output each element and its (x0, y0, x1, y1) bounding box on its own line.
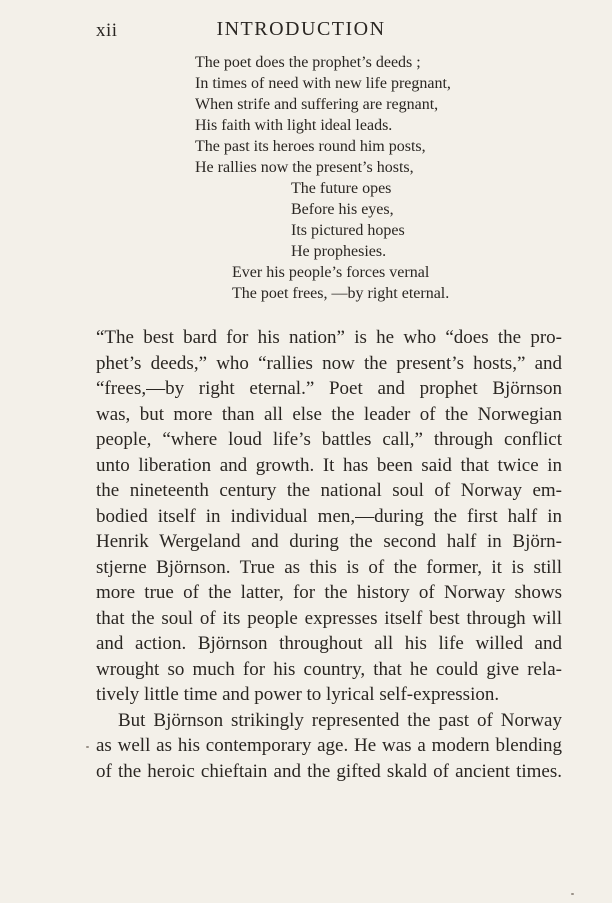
text-line: as well as his contemporary age. He was a modern blending (96, 735, 562, 756)
poem-line: When strife and suffering are regnant, (195, 96, 439, 113)
text-line: “frees,—by right eternal.” Poet and prophet Björnson (96, 378, 562, 399)
text-line: more true of the latter, for the history of Norway shows (96, 582, 562, 603)
paragraph (96, 325, 562, 708)
text-line: bodied itself in individual men,—during the first half in (96, 505, 562, 527)
text-line: was, but more than all else the leader of the Norwegian (96, 403, 562, 425)
text-line: the nineteenth century the national soul of Norway em- (96, 480, 562, 501)
body-text (96, 325, 562, 784)
text-line: But Björnson strikingly represented the past of Norway (118, 709, 562, 731)
poem-line: Before his eyes, (291, 201, 394, 218)
paper-speck (86, 746, 89, 748)
poem-line: The past its heroes round him posts, (195, 138, 426, 155)
text-line: and action. Björnson throughout all his life willed and (96, 633, 562, 654)
poem-line: He prophesies. (291, 243, 387, 260)
text-line: stjerne Björnson. True as this is of the former, it is still (96, 556, 562, 578)
poem-line: The poet frees, —by right eternal. (232, 285, 450, 302)
running-head: INTRODUCTION (216, 18, 386, 40)
text-line: people, “where loud life’s battles call,” through conflict (96, 429, 562, 450)
text-line: wrought so much for his country, that he could give rela- (96, 658, 562, 680)
poem-line: Its pictured hopes (291, 222, 405, 239)
page-number: xii (96, 20, 118, 41)
poem-line: His faith with light ideal leads. (195, 117, 393, 134)
text-line: “The best bard for his nation” is he who “does the pro- (96, 327, 562, 348)
text-line: that the soul of its people expresses itself best through will (96, 607, 562, 629)
text-line: tively little time and power to lyrical self-expression. (96, 684, 500, 705)
poem-line: The future opes (291, 180, 392, 197)
poem-line: Ever his people’s forces vernal (232, 264, 430, 281)
text-line: phet’s deeds,” who “rallies now the present’s hosts,” and (96, 352, 562, 374)
paragraph (96, 708, 562, 785)
poem-line: The poet does the prophet’s deeds ; (195, 54, 421, 71)
page-header (96, 18, 562, 44)
poem-line: In times of need with new life pregnant, (195, 75, 451, 92)
text-line: of the heroic chieftain and the gifted skald of ancient times. (96, 760, 562, 782)
text-line: unto liberation and growth. It has been said that twice in (96, 454, 562, 476)
paper-speck (571, 893, 574, 895)
text-line: Henrik Wergeland and during the second half in Björn- (96, 531, 562, 552)
poem-line: He rallies now the present’s hosts, (195, 159, 414, 176)
